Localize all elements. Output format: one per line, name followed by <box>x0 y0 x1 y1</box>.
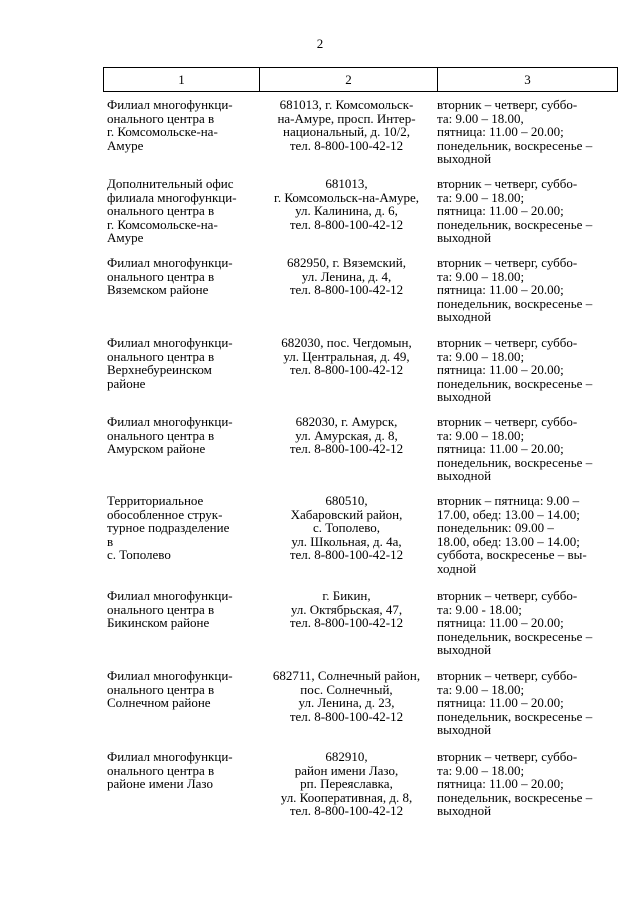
office-address: 680510, Хабаровский район, с. Тополево, ул. Школьная, д. 4а, тел. 8-800-100-42-12 <box>289 493 404 562</box>
page-number: 2 <box>316 36 324 51</box>
office-hours: вторник – четверг, суббо- та: 9.00 – 18.00; пятница: 11.00 – 20.00; понедельник, воскресенье – выходной <box>437 749 593 818</box>
office-name: Филиал многофункци- онального центра в Солнечном районе <box>107 668 233 710</box>
office-hours: вторник – четверг, суббо- та: 9.00 – 18.00; пятница: 11.00 – 20.00; понедельник, воскресенье – выходной <box>437 414 593 483</box>
office-name: Территориальное обособленное струк- турное подразделение в с. Тополево <box>107 493 230 562</box>
office-hours: вторник – четверг, суббо- та: 9.00 – 18.00; пятница: 11.00 – 20.00; понедельник, воскресенье – выходной <box>437 176 593 245</box>
office-hours: вторник – пятница: 9.00 – 17.00, обед: 13.00 – 14.00; понедельник: 09.00 – 18.00, обед: 13.00 – 14.00; суббота, воскресенье – вы- ходной <box>437 493 587 576</box>
header-col-1: 1 <box>104 68 260 91</box>
office-address: г. Бикин, ул. Октябрьская, 47, тел. 8-800-100-42-12 <box>289 588 404 630</box>
office-name: Филиал многофункци- онального центра в районе имени Лазо <box>107 749 233 791</box>
office-hours: вторник – четверг, суббо- та: 9.00 – 18.00; пятница: 11.00 – 20.00; понедельник, воскресенье – выходной <box>437 255 593 324</box>
office-hours: вторник – четверг, суббо- та: 9.00 – 18.00; пятница: 11.00 – 20.00; понедельник, воскресенье – выходной <box>437 335 593 404</box>
office-name: Дополнительный офис филиала многофункци- онального центра в г. Комсомольске-на- Амуре <box>107 176 237 245</box>
table-header <box>103 67 618 92</box>
office-hours: вторник – четверг, суббо- та: 9.00 – 18.00, пятница: 11.00 – 20.00; понедельник, воскресенье – выходной <box>437 97 593 166</box>
office-address: 682030, г. Амурск, ул. Амурская, д. 8, тел. 8-800-100-42-12 <box>289 414 404 456</box>
office-name: Филиал многофункци- онального центра в Амурском районе <box>107 414 233 456</box>
office-address: 682030, пос. Чегдомын, ул. Центральная, д. 49, тел. 8-800-100-42-12 <box>281 335 412 377</box>
office-name: Филиал многофункци- онального центра в Верхнебуреинском районе <box>107 335 233 391</box>
office-address: 682910, район имени Лазо, рп. Переяславка, ул. Кооперативная, д. 8, тел. 8-800-100-42-12 <box>280 749 413 818</box>
office-address: 682950, г. Вяземский, ул. Ленина, д. 4, тел. 8-800-100-42-12 <box>287 255 406 297</box>
header-col-2: 2 <box>260 68 438 91</box>
office-address: 681013, г. Комсомольск- на-Амуре, просп. Интер- национальный, д. 10/2, тел. 8-800-100-42-12 <box>277 97 416 153</box>
office-hours: вторник – четверг, суббо- та: 9.00 - 18.00; пятница: 11.00 – 20.00; понедельник, воскресенье – выходной <box>437 588 593 657</box>
header-col-3: 3 <box>524 71 531 87</box>
office-name: Филиал многофункци- онального центра в Вяземском районе <box>107 255 233 297</box>
office-name: Филиал многофункци- онального центра в г. Комсомольске-на- Амуре <box>107 97 233 153</box>
office-name: Филиал многофункци- онального центра в Бикинском районе <box>107 588 233 630</box>
office-address: 681013, г. Комсомольск-на-Амуре, ул. Калинина, д. 6, тел. 8-800-100-42-12 <box>274 176 419 232</box>
office-hours: вторник – четверг, суббо- та: 9.00 – 18.00; пятница: 11.00 – 20.00; понедельник, воскресенье – выходной <box>437 668 593 737</box>
office-address: 682711, Солнечный район, пос. Солнечный, ул. Ленина, д. 23, тел. 8-800-100-42-12 <box>272 668 421 724</box>
